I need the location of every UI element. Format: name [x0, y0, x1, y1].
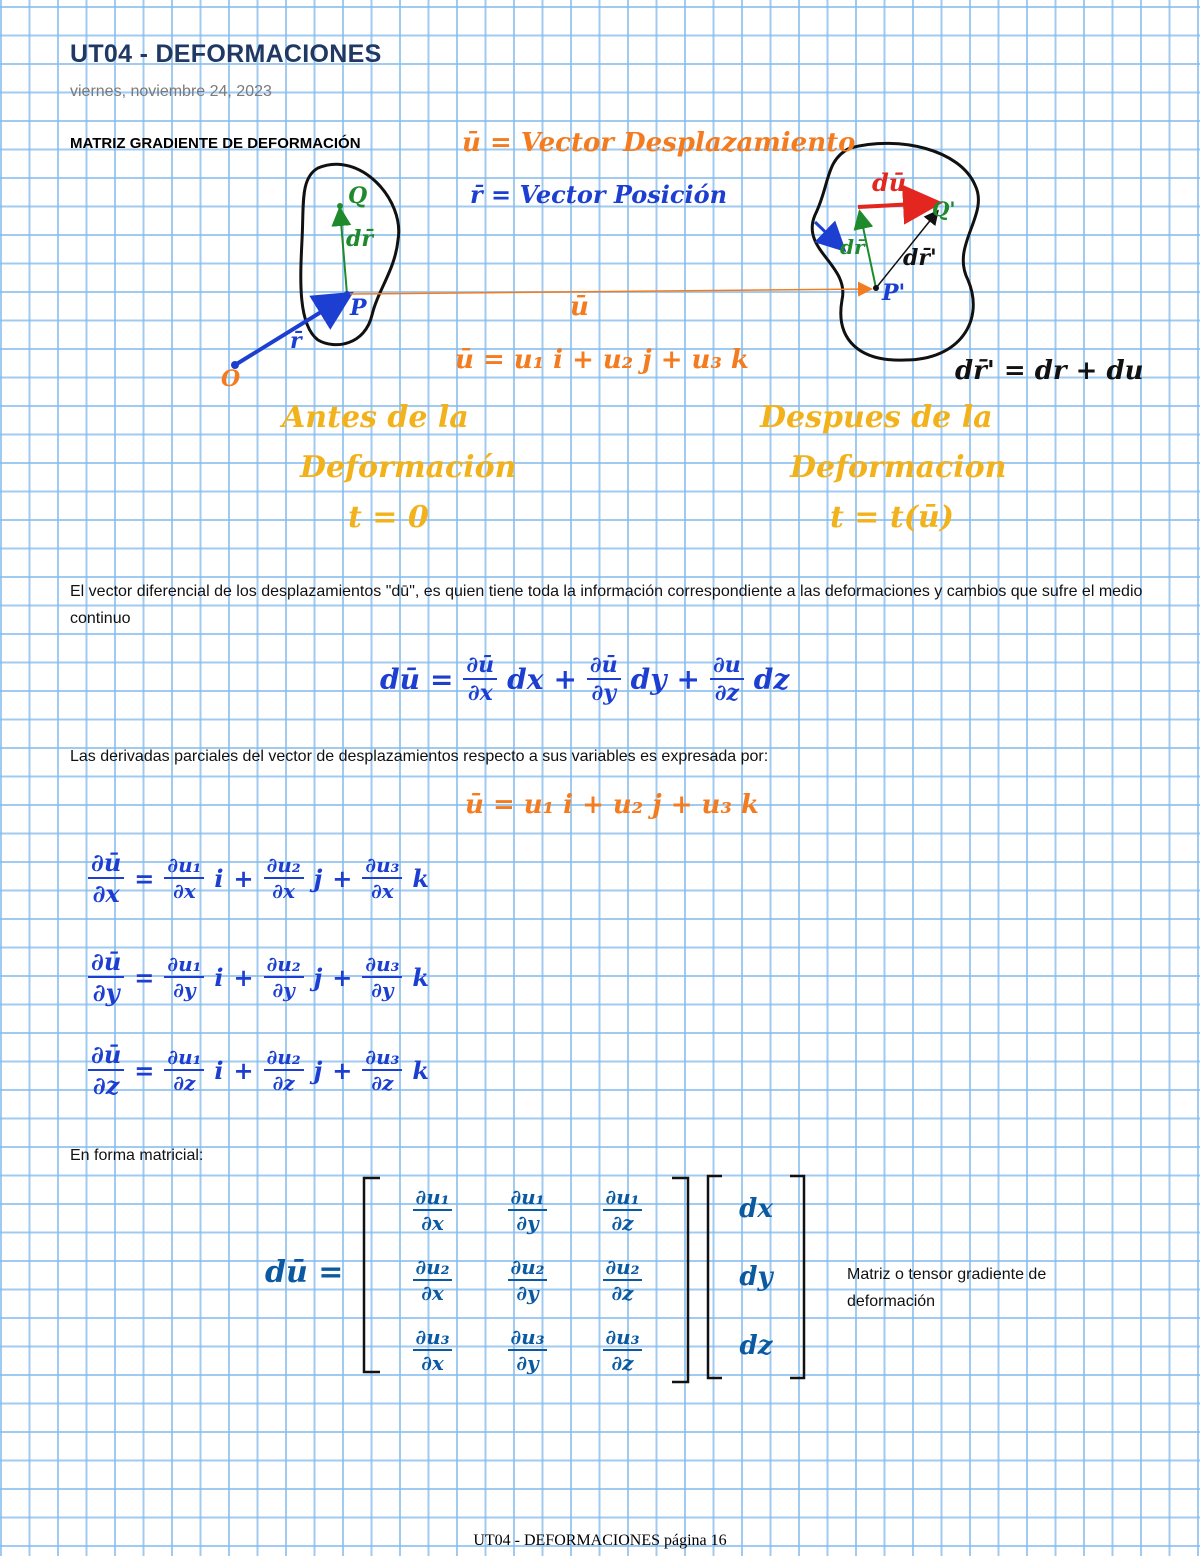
unit-k: k [412, 1055, 430, 1085]
unit-k: k [412, 962, 430, 992]
label-o: O [221, 366, 241, 392]
u-components-eq: ū = u₁ i + u₂ j + u₃ k [455, 345, 749, 375]
unit-j: j [313, 962, 323, 992]
matrix-cell: $\frac{\text{∂u₃}}{\partial y}$ [508, 1325, 548, 1375]
differential-vector [722, 1175, 790, 1380]
unit-i: i [214, 1055, 224, 1085]
label-q-prime: Q' [932, 197, 956, 221]
label-dr-prime: dr̄' [903, 245, 937, 271]
frac-du1-dy: $\frac{\text{∂u₁}}{\partial y}$ [164, 952, 204, 1002]
paragraph-matrix: En forma matricial: [70, 1147, 204, 1164]
frac-du3-dy: $\frac{\text{∂u₃}}{\partial y}$ [362, 952, 402, 1002]
frac-du-dy: $\frac{\partial ū}{\partial y}$ [587, 652, 621, 706]
matrix-cell: $\frac{\text{∂u₁}}{\partial y}$ [508, 1185, 548, 1235]
plus-sign: + [553, 662, 577, 696]
label-dr: dr̄ [346, 226, 373, 252]
plus-sign: + [676, 662, 700, 696]
before-line-3: t = 0 [348, 500, 429, 535]
frac-lhs: $\frac{\partial ū}{\partial x}$ [88, 848, 124, 908]
term-dx: dx [507, 662, 544, 696]
eq-sign: = [429, 662, 454, 696]
plus-sign: + [233, 962, 254, 992]
matrix-lhs: dū = [265, 1255, 344, 1290]
plus-sign: + [332, 962, 353, 992]
label-dr-after: dr̄ [840, 235, 865, 259]
plus-sign: + [233, 1055, 254, 1085]
after-line-1: Despues de la [760, 400, 993, 435]
page-footer: UT04 - DEFORMACIONES página 16 [473, 1532, 727, 1549]
frac-du1-dx: $\frac{\text{∂u₁}}{\partial x}$ [164, 853, 204, 903]
matrix-cell: $\frac{\text{∂u₁}}{\partial z}$ [603, 1185, 643, 1235]
before-line-1: Antes de la [282, 400, 469, 435]
def-r-label: r̄ = Vector Posición [470, 180, 728, 209]
eq-sign: = [134, 1055, 155, 1085]
frac-du-dz: $\frac{\partial u}{\partial z}$ [710, 652, 744, 706]
eq-sign: = [134, 863, 155, 893]
frac-du3-dz: $\frac{\text{∂u₃}}{\partial z}$ [362, 1045, 402, 1095]
page-date: viernes, noviembre 24, 2023 [70, 83, 272, 100]
term-dz: dz [753, 662, 790, 696]
frac-lhs: $\frac{\partial ū}{\partial y}$ [88, 947, 124, 1007]
vector-entry: dx [739, 1194, 773, 1225]
unit-j: j [313, 1055, 323, 1085]
matrix-cell: $\frac{\text{∂u₂}}{\partial y}$ [508, 1255, 548, 1305]
plus-sign: + [332, 1055, 353, 1085]
after-line-2: Deformacion [790, 450, 1007, 485]
vector-entry: dz [739, 1330, 773, 1361]
def-u-label: ū = Vector Desplazamiento [462, 128, 856, 158]
frac-du1-dz: $\frac{\text{∂u₁}}{\partial z}$ [164, 1045, 204, 1095]
frac-du2-dz: $\frac{\text{∂u₂}}{\partial z}$ [264, 1045, 304, 1095]
eq-sign: = [134, 962, 155, 992]
matrix-cell: $\frac{\text{∂u₃}}{\partial x}$ [413, 1325, 453, 1375]
label-r: r̄ [290, 328, 302, 354]
vector-entry: dy [739, 1262, 773, 1293]
matrix-cell: $\frac{\text{∂u₂}}{\partial z}$ [603, 1255, 643, 1305]
label-q: Q [348, 183, 368, 209]
plus-sign: + [332, 863, 353, 893]
dr-prime-eq: dr̄' = dr + du [955, 356, 1144, 386]
unit-i: i [214, 863, 224, 893]
matrix-cell: $\frac{\text{∂u₁}}{\partial x}$ [413, 1185, 453, 1235]
plus-sign: + [233, 863, 254, 893]
unit-j: j [313, 863, 323, 893]
matrix-note: Matriz o tensor gradiente de deformación [847, 1266, 1047, 1310]
u-vector-eq: ū = u₁ i + u₂ j + u₃ k [465, 790, 759, 820]
unit-i: i [214, 962, 224, 992]
label-p-prime: P' [882, 280, 906, 306]
after-line-3: t = t(ū) [830, 500, 954, 535]
paragraph-intro: El vector diferencial de los desplazamientos "dū", es quien tiene toda la información correspondiente a las deformaciones y cambios que sufre el medio continuo [70, 583, 1143, 627]
label-du: dū [872, 168, 907, 197]
gradient-matrix [385, 1175, 670, 1385]
label-u: ū [570, 292, 589, 322]
before-line-2: Deformación [300, 450, 517, 485]
page-title: UT04 - DEFORMACIONES [70, 40, 382, 68]
unit-k: k [412, 863, 430, 893]
frac-du3-dx: $\frac{\text{∂u₃}}{\partial x}$ [362, 853, 402, 903]
frac-lhs: $\frac{\partial ū}{\partial z}$ [88, 1040, 124, 1100]
eq-lhs: dū [380, 662, 420, 696]
matrix-cell: $\frac{\text{∂u₂}}{\partial x}$ [413, 1255, 453, 1305]
label-p: P [350, 295, 367, 321]
frac-du-dx: $\frac{\partial ū}{\partial x}$ [463, 652, 497, 706]
matrix-cell: $\frac{\text{∂u₃}}{\partial z}$ [603, 1325, 643, 1375]
section-heading: MATRIZ GRADIENTE DE DEFORMACIÓN [70, 135, 361, 152]
frac-du2-dy: $\frac{\text{∂u₂}}{\partial y}$ [264, 952, 304, 1002]
paragraph-partials: Las derivadas parciales del vector de desplazamientos respecto a sus variables es expresada por: [70, 748, 769, 765]
frac-du2-dx: $\frac{\text{∂u₂}}{\partial x}$ [264, 853, 304, 903]
term-dy: dy [630, 662, 667, 696]
